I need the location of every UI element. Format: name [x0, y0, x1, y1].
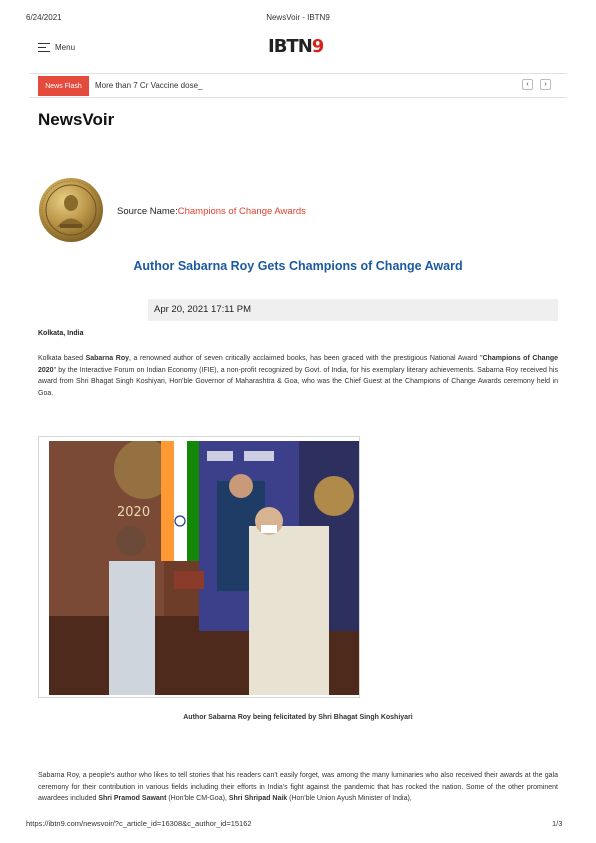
text-run: Sabarna Roy, a people's author who likes to tell stories that his readers can't easily forget, was among the many luminaries who also received their awards at the gala ceremony for their contribution in various fields including their efforts in India's fight against the pandemic that has rocked the nation. Some of the other prominent awardees included — [38, 772, 558, 802]
print-page-number: 1/3 — [552, 819, 563, 828]
article-paragraph-1 — [38, 353, 558, 399]
chevron-right-icon: › — [544, 81, 547, 88]
text-run: (Hon'ble Union Ayush Minister of India), — [287, 795, 412, 802]
photo-caption: Author Sabarna Roy being felicitated by Shri Bhagat Singh Koshiyari — [183, 714, 413, 721]
menu-button[interactable] — [38, 43, 75, 52]
print-footer-url: https://ibtn9.com/newsvoir/?c_article_id=16308&c_author_id=15162 — [26, 819, 252, 828]
article-datetime: Apr 20, 2021 17:11 PM — [148, 299, 558, 321]
text-run: Kolkata based — [38, 355, 86, 362]
bold-text: Sabarna Roy — [85, 355, 129, 362]
ticker-next-button[interactable] — [540, 79, 551, 90]
source-name — [117, 206, 306, 217]
hamburger-icon — [38, 43, 50, 52]
text-run: (Hon'ble CM-Goa), — [166, 795, 229, 802]
menu-label: Menu — [55, 43, 76, 52]
print-date: 6/24/2021 — [26, 13, 62, 22]
text-run: " by the Interactive Forum on Indian Economy (IFIE), a non-profit recognized by Govt. of India, for his exemplary literary achievements. Sabarna Roy received his award from Shri Bhagat Singh Koshiyari, Hon'ble Governor of Maharashtra & Goa, who was the Chief Guest at the Champions of Change Awards ceremony held in Goa. — [38, 366, 558, 397]
award-medal-image — [38, 177, 104, 243]
article-headline: Author Sabarna Roy Gets Champions of Change Award — [133, 259, 463, 273]
print-page-title: NewsVoir - IBTN9 — [266, 13, 330, 22]
bold-text: Shri Shripad Naik — [228, 795, 288, 802]
article-location: Kolkata, India — [38, 330, 84, 337]
ticker-prev-button[interactable] — [522, 79, 533, 90]
article-photo-frame — [38, 436, 360, 698]
source-label: Source Name: — [117, 206, 178, 217]
source-link[interactable]: Champions of Change Awards — [177, 206, 306, 217]
section-brand-title: NewsVoir — [38, 110, 115, 129]
award-ceremony-photo — [49, 441, 359, 695]
divider — [30, 97, 567, 98]
news-flash-label: News Flash — [38, 76, 89, 96]
bold-text: Shri Pramod Sawant — [98, 795, 167, 802]
article-paragraph-2 — [38, 770, 558, 805]
site-logo[interactable] — [268, 37, 323, 57]
divider — [30, 73, 567, 74]
text-run: , a renowned author of seven critically acclaimed books, has been graced with the prestigious National Award " — [129, 355, 483, 362]
logo-text: IBTN9 — [268, 36, 324, 57]
bold-text: Champions of Change 2020 — [38, 355, 559, 374]
news-flash-ticker[interactable]: More than 7 Cr Vaccine dose_ — [95, 81, 203, 90]
photo-banner-year: 2020 — [117, 505, 151, 520]
chevron-left-icon: ‹ — [526, 81, 529, 88]
